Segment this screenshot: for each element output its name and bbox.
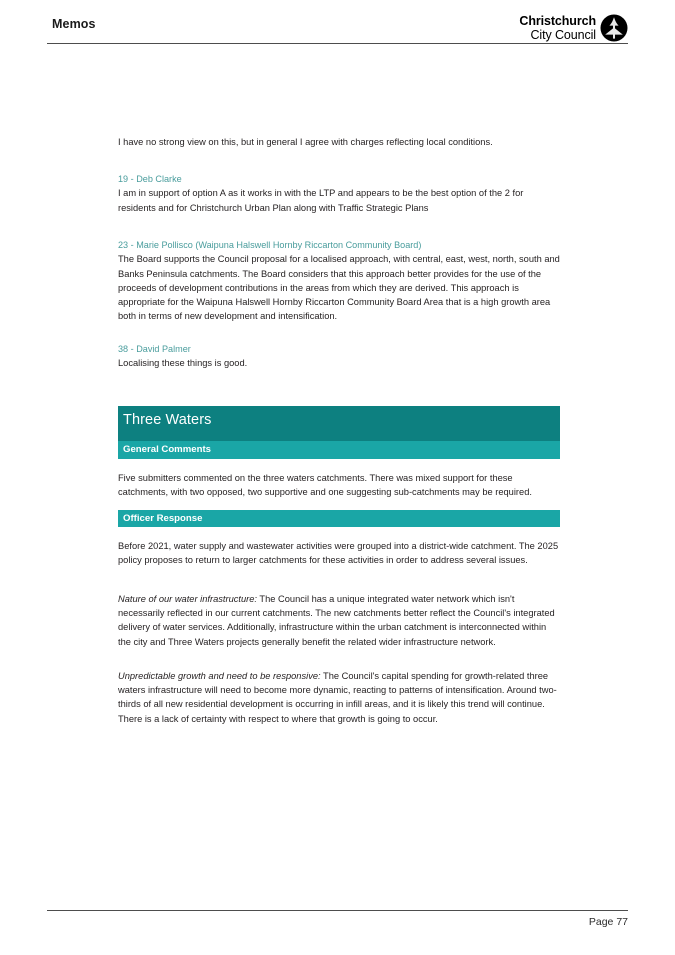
submitter-name: 19 - Deb Clarke — [118, 174, 182, 184]
paragraph-body: The Council has a unique integrated water network which isn't necessarily reflected in our current catchments. The new catchments better reflect the Council's integrated delivery of water services. Additionally, infrastructure within the urban catchment is interconnected within the city and Three Waters projects generally benefit the related wider infrastructure network. — [118, 594, 555, 647]
officer-response-paragraph — [118, 669, 560, 726]
intro-comment-text: I have no strong view on this, but in general I agree with charges reflecting local conditions. — [118, 137, 493, 147]
section-heading-three-waters: Three Waters — [118, 406, 560, 441]
officer-response-paragraph — [118, 539, 560, 567]
logo-line-2: City Council — [530, 27, 596, 42]
submitter-name: 23 - Marie Pollisco (Waipuna Halswell Hornby Riccarton Community Board) — [118, 240, 422, 250]
page-title: Memos — [52, 17, 96, 31]
officer-response-text-3 — [118, 669, 560, 726]
submitter-name: 38 - David Palmer — [118, 344, 191, 354]
footer-divider — [47, 910, 628, 911]
council-logo — [519, 13, 628, 43]
section-subheading-general-comments: General Comments — [118, 441, 560, 459]
logo-wordmark — [519, 15, 596, 41]
paragraph-lead-in: Unpredictable growth and need to be responsive: — [118, 671, 321, 681]
page-header — [0, 0, 675, 48]
logo-line-1: Christchurch — [519, 14, 596, 28]
intro-comment-block — [118, 135, 560, 149]
page-footer — [0, 910, 675, 955]
paragraph-lead-in: Nature of our water infrastructure: — [118, 594, 257, 604]
officer-response-heading: Officer Response — [118, 510, 560, 527]
officer-response-paragraph — [118, 592, 560, 649]
general-comments-text: Five submitters commented on the three waters catchments. There was mixed support for these catchments, with two opposed, two supportive and one suggesting sub-catchments may be required. — [118, 473, 532, 498]
submission-text: I am in support of option A as it works in with the LTP and appears to be the best option of the 2 for residents and for Christchurch Urban Plan along with Traffic Strategic Plans — [118, 188, 524, 213]
header-divider — [47, 43, 628, 44]
submission-item — [118, 173, 560, 215]
paragraph-body: The Council's capital spending for growth-related three waters infrastructure will need to become more dynamic, reacting to patterns of intensification. Around two-thirds of all new residential development is occurring in infill areas, and it is likely this trend will continue. There is a lack of certainty with respect to where that growth is going to occur. — [118, 671, 557, 724]
submission-text: Localising these things is good. — [118, 358, 248, 369]
page-number: Page 77 — [588, 916, 628, 928]
officer-response-text-1: Before 2021, water supply and wastewater activities were grouped into a district-wide catchment. The 2025 policy proposes to return to larger catchments for these activities in order to address several issues. — [118, 541, 559, 566]
submission-item — [118, 239, 560, 323]
submission-item — [118, 343, 560, 371]
general-comments-block — [118, 471, 560, 499]
christchurch-city-council-emblem-icon — [600, 14, 628, 42]
submission-text: The Board supports the Council proposal for a localised approach, with central, east, west, north, south and Banks Peninsula catchments. The Board considers that this approach better provides for the use of the proceeds of development contributions in the areas from which they are derived. This approach is appropriate for the Waipuna Halswell Hornby Riccarton Community Board Area that is a high growth area both in terms of new development and intensification. — [118, 254, 560, 322]
officer-response-text-2 — [118, 592, 560, 649]
